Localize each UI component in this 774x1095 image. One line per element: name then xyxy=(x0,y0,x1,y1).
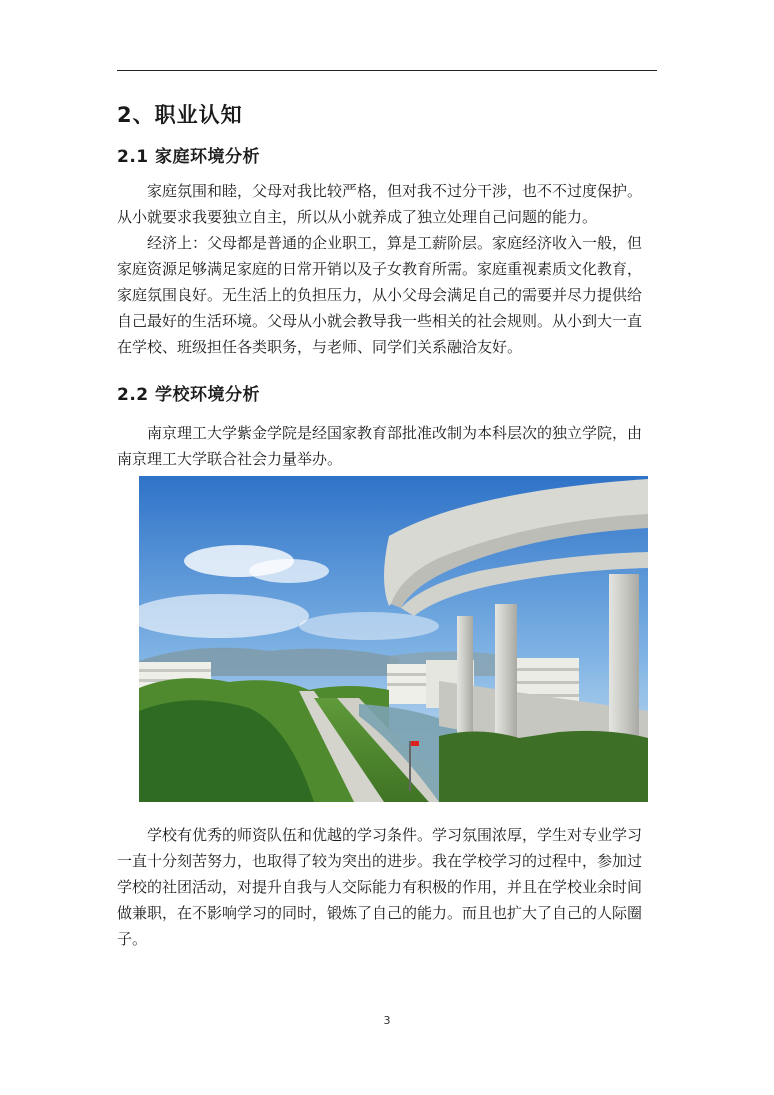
school-intro xyxy=(117,420,657,472)
text-line: 一直十分刻苦努力，也取得了较为突出的进步。我在学校学习的过程中，参加过 xyxy=(117,852,643,870)
text-line: 学校有优秀的师资队伍和优越的学习条件。学习氛围浓厚，学生对专业学习 xyxy=(147,826,643,844)
text-line: 学校的社团活动，对提升自我与人交际能力有积极的作用，并且在学校业余时间 xyxy=(117,878,643,896)
school-heading: 2.2 学校环境分析 xyxy=(117,385,261,405)
text-line: 家庭氛围良好。无生活上的负担压力，从小父母会满足自己的需要并尽力提供给 xyxy=(117,286,643,304)
section-title: 2、职业认知 xyxy=(117,103,243,127)
text-line: 家庭资源足够满足家庭的日常开销以及子女教育所需。家庭重视素质文化教育， xyxy=(117,260,643,278)
page-number: 3 xyxy=(383,1014,391,1027)
text-line: 家庭氛围和睦，父母对我比较严格，但对我不过分干涉，也不不过度保护。 xyxy=(147,182,643,200)
text-line: 南京理工大学紫金学院是经国家教育部批准改制为本科层次的独立学院，由 xyxy=(147,424,643,442)
text-line: 在学校、班级担任各类职务，与老师、同学们关系融洽友好。 xyxy=(117,338,523,356)
campus-photo xyxy=(139,476,648,802)
school-closing xyxy=(117,822,657,952)
family-heading: 2.1 家庭环境分析 xyxy=(117,147,261,167)
text-line: 做兼职，在不影响学习的同时，锻炼了自己的能力。而且也扩大了自己的人际圈 xyxy=(117,904,643,922)
text-line: 子。 xyxy=(117,930,148,948)
family-paragraphs xyxy=(117,178,657,360)
text-line: 从小就要求我要独立自主，所以从小就养成了独立处理自己问题的能力。 xyxy=(117,208,598,226)
header-rule xyxy=(117,70,657,71)
text-line: 南京理工大学联合社会力量举办。 xyxy=(117,450,343,468)
text-line: 经济上：父母都是普通的企业职工，算是工薪阶层。家庭经济收入一般，但 xyxy=(147,234,643,252)
text-line: 自己最好的生活环境。父母从小就会教导我一些相关的社会规则。从小到大一直 xyxy=(117,312,643,330)
